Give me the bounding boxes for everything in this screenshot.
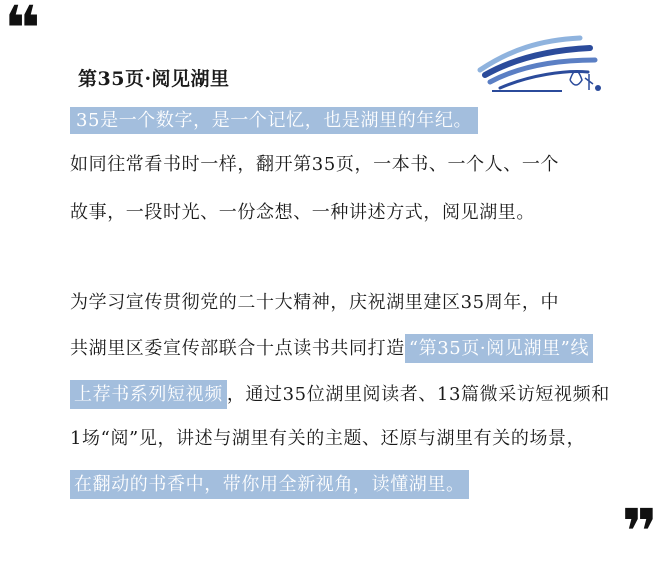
paragraph2-line3 — [70, 380, 610, 410]
close-quote-mark: ❞ — [621, 495, 652, 568]
paragraph2-line2-text: 共湖里区委宣传部联合十点读书共同打造 — [70, 338, 405, 359]
paragraph2-line4: 1场“阅”见，讲述与湖里有关的主题、还原与湖里有关的场景， — [70, 428, 586, 449]
highlight-text: 在翻动的书香中，带你用全新视角，读懂湖里。 — [70, 470, 469, 499]
paragraph2-line2 — [70, 334, 593, 364]
highlight-text: “第35页·阅见湖里”线 — [405, 334, 593, 363]
paragraph2-line5 — [70, 470, 469, 500]
highlight-text: 上荐书系列短视频 — [70, 380, 227, 409]
paragraph2-line1: 为学习宣传贯彻党的二十大精神，庆祝湖里建区35周年，中 — [70, 292, 560, 313]
paragraph2-line3-text: ，通过35位湖里阅读者、13篇微采访短视频和 — [226, 384, 610, 405]
reading-wave-logo-icon — [470, 30, 620, 100]
highlight-text: 35是一个数字，是一个记忆，也是湖里的年纪。 — [70, 107, 478, 134]
page-title: 第35页·阅见湖里 — [78, 68, 230, 90]
paragraph1-line3: 故事，一段时光、一份念想、一种讲述方式，阅见湖里。 — [70, 202, 535, 223]
paragraph1-line2: 如同往常看书时一样，翻开第35页，一本书、一个人、一个 — [70, 154, 560, 175]
open-quote-mark: ❝ — [4, 0, 35, 65]
paragraph1-line1 — [70, 106, 478, 136]
